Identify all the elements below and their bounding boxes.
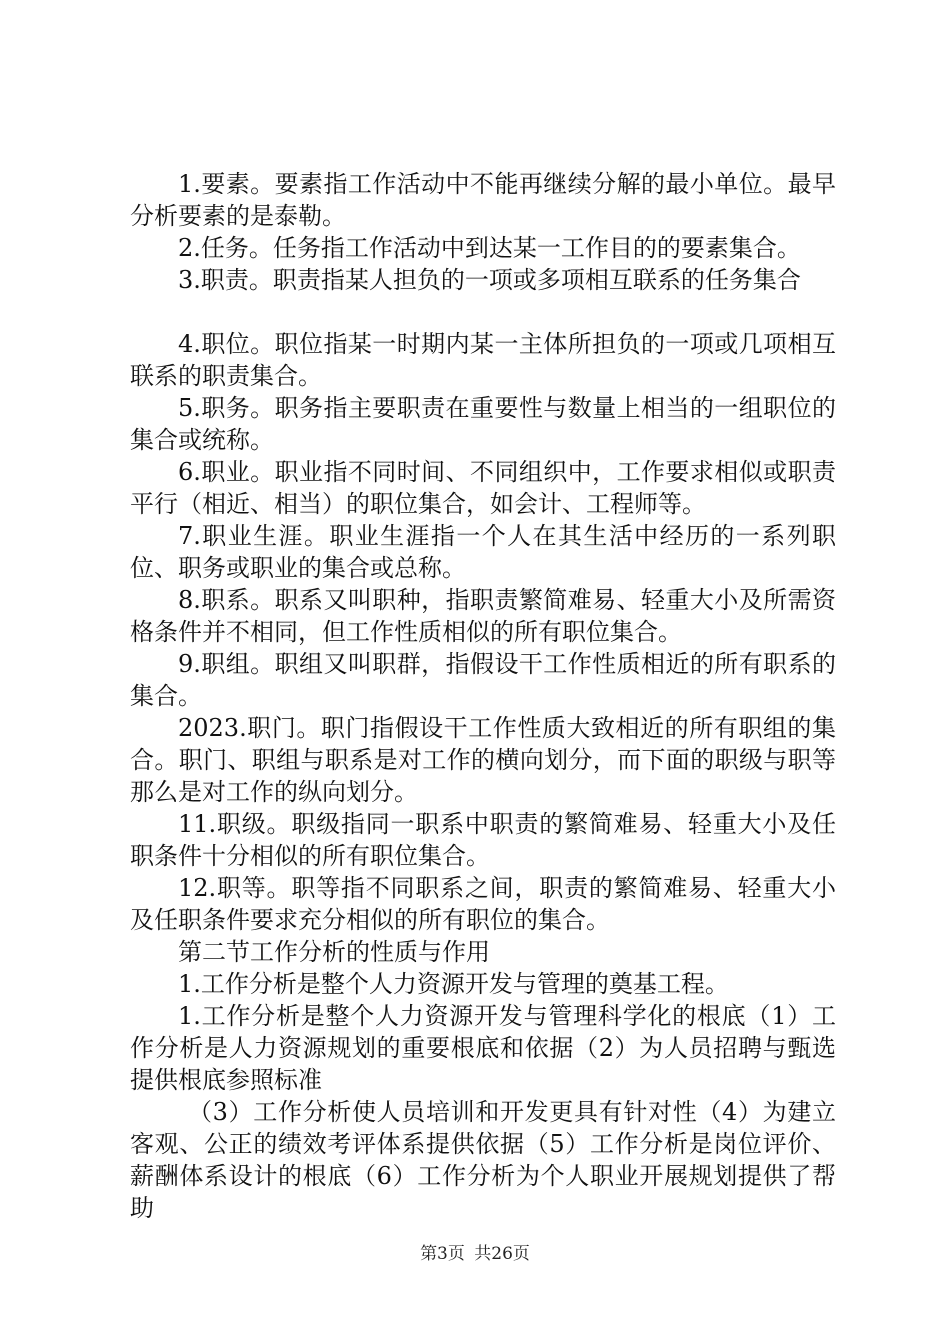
paragraph-10: 2023.职门。职门指假设干工作性质大致相近的所有职组的集合。职门、职组与职系是对工作的横向划分，而下面的职级与职等那么是对工作的纵向划分。	[130, 714, 836, 806]
paragraph-8: 8.职系。职系又叫职种，指职责繁简难易、轻重大小及所需资格条件并不相同，但工作性质相似的所有职位集合。	[130, 586, 836, 646]
paragraph-12: 12.职等。职等指不同职系之间，职责的繁简难易、轻重大小及任职条件要求充分相似的所有职位的集合。	[130, 874, 836, 934]
paragraph-2: 2.任务。任务指工作活动中到达某一工作目的的要素集合。	[178, 234, 801, 262]
page-number: 第3页	[420, 1244, 465, 1264]
paragraph-14: 1.工作分析是整个人力资源开发与管理科学化的根底（1）工作分析是人力资源规划的重要根底和依据（2）为人员招聘与甄选提供根底参照标准	[130, 1002, 836, 1094]
paragraph-1: 1.要素。要素指工作活动中不能再继续分解的最小单位。最早分析要素的是泰勒。	[130, 170, 836, 230]
paragraph-3: 3.职责。职责指某人担负的一项或多项相互联系的任务集合	[178, 266, 801, 294]
paragraph-11: 11.职级。职级指同一职系中职责的繁简难易、轻重大小及任职条件十分相似的所有职位集合。	[130, 810, 836, 870]
paragraph-6: 6.职业。职业指不同时间、不同组织中，工作要求相似或职责平行（相近、相当）的职位集合，如会计、工程师等。	[130, 458, 836, 518]
paragraph-7: 7.职业生涯。职业生涯指一个人在其生活中经历的一系列职位、职务或职业的集合或总称。	[130, 522, 836, 582]
paragraph-15: （3）工作分析使人员培训和开发更具有针对性（4）为建立客观、公正的绩效考评体系提供依据（5）工作分析是岗位评价、薪酬体系设计的根底（6）工作分析为个人职业开展规划提供了帮助	[130, 1098, 836, 1222]
page-footer	[0, 1243, 950, 1265]
document-body	[130, 168, 836, 1224]
paragraph-9: 9.职组。职组又叫职群，指假设干工作性质相近的所有职系的集合。	[130, 650, 836, 710]
paragraph-13: 1.工作分析是整个人力资源开发与管理的奠基工程。	[178, 970, 729, 998]
paragraph-5: 5.职务。职务指主要职责在重要性与数量上相当的一组职位的集合或统称。	[130, 394, 836, 454]
page-total: 共26页	[474, 1244, 530, 1264]
paragraph-4: 4.职位。职位指某一时期内某一主体所担负的一项或几项相互联系的职责集合。	[130, 330, 836, 390]
section-heading: 第二节工作分析的性质与作用	[178, 938, 490, 966]
